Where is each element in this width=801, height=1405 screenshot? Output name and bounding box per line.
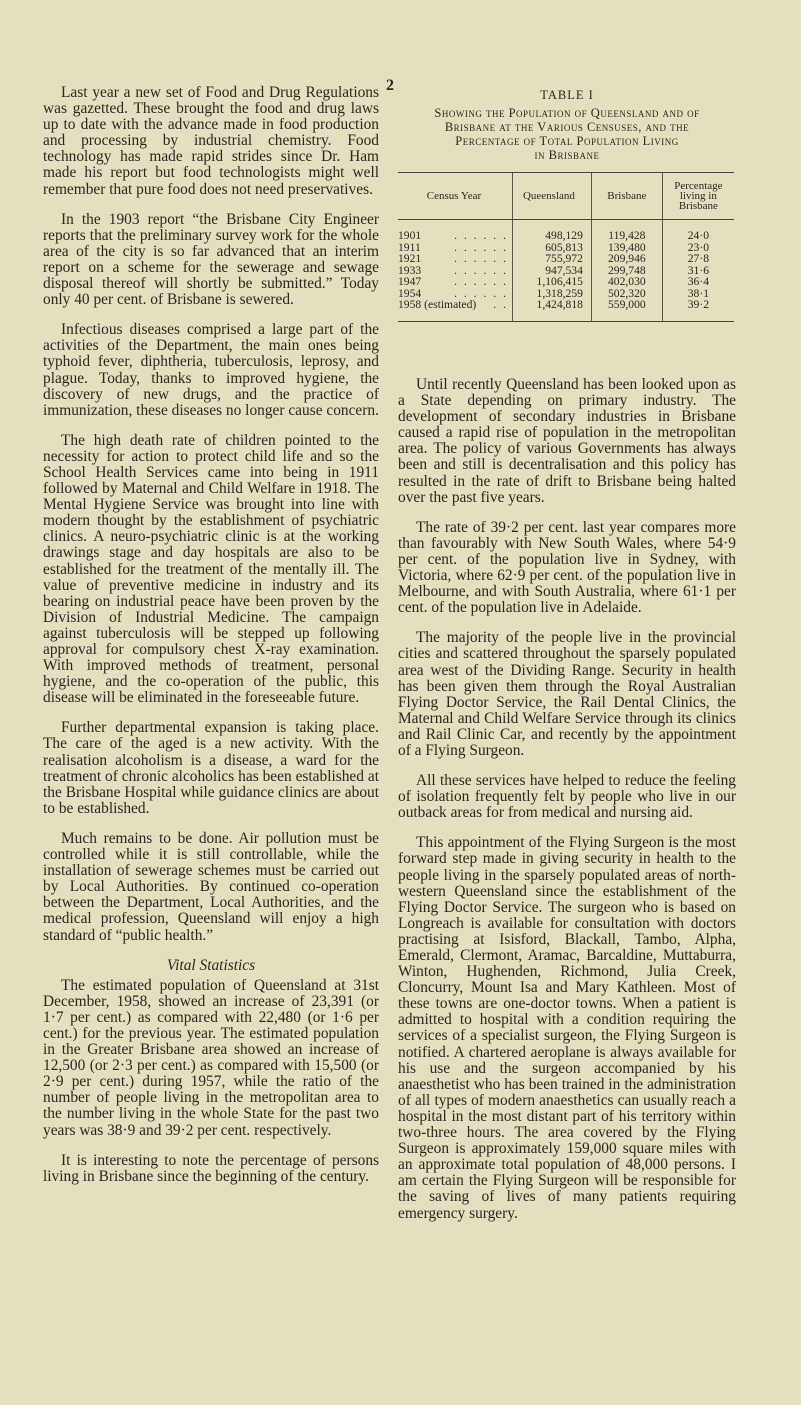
cell-percentage: 31·6 (662, 265, 734, 277)
table-header-row (398, 173, 734, 220)
cell-year: 1901 . . . . . . (398, 229, 508, 242)
paragraph-percentage-note: It is interesting to note the percentage of persons living in Brisbane since the beginning of the century. (43, 1151, 379, 1185)
paragraph-sewerage: In the 1903 report “the Brisbane City Engineer reports that the preliminary survey work for the whole area of the city is so far advanced that an interim report on a scheme for the sewerage and sewage disposal thereof will shortly be submitted.” Today only 40 per cent. of Brisbane is sewered. (43, 210, 379, 309)
cell-queensland: 1,106,415 (512, 276, 591, 288)
cell-brisbane: 299,748 (591, 265, 662, 277)
header-percentage: Percentage living in Brisbane (662, 173, 734, 220)
table-row (398, 253, 734, 265)
cell-year: 1947 . . . . . . (398, 275, 508, 288)
paragraph-infectious-diseases: Infectious diseases comprised a large part of the activities of the Department, the main ones being typhoid fever, diphtheria, tuberculosis, leprosy, and plague. Today, thanks to improved hygiene, the discovery of new drugs, and the practice of immunization, these diseases no longer cause concern. (43, 321, 379, 419)
cell-brisbane: 502,320 (591, 288, 662, 300)
cell-year: 1954 . . . . . . (398, 286, 508, 300)
paragraph-food-drug-regulations: Last year a new set of Food and Drug Regulations was gazetted. These brought the food and drug laws up to date with the advance made in food production and processing by industrial chemistry. Food technology has made rapid strides since Dr. Ham made his report but food technologists might well remember that pure food does not need preservatives. (43, 84, 379, 198)
cell-percentage: 24·0 (662, 220, 734, 242)
cell-brisbane: 209,946 (591, 253, 662, 265)
table-caption (398, 106, 736, 162)
paragraph-rate-comparison: The rate of 39·2 per cent. last year compares more than favourably with New South Wales, where 54·9 per cent. of the population live in Sydney, with Victoria, where 62·9 per cent. of the population live in Melbourne, and with South Australia, where 61·1 per cent. of the population live in Adelaide. (398, 518, 736, 617)
census-table (398, 172, 734, 322)
table-caption-line: Showing the Population of Queensland and of (434, 106, 700, 120)
paragraph-departmental-expansion: Further departmental expansion is taking place. The care of the aged is a new activity. With the realisation alcoholism is a disease, a ward for the treatment of chronic alcoholics has been established at the Brisbane Hospital while guidance clinics are about to be established. (43, 719, 379, 817)
cell-percentage: 27·8 (662, 253, 734, 265)
cell-year: 1933 . . . . . . (398, 263, 508, 277)
cell-queensland: 947,534 (512, 265, 591, 277)
right-column (398, 377, 736, 1236)
cell-queensland: 498,129 (512, 220, 591, 242)
paragraph-estimated-population: The estimated population of Queensland at 31st December, 1958, showed an increase of 23,391 (or 1·7 per cent.) as compared with 22,480 (or 1·6 per cent.) for the previous year. The estimated population in the Greater Brisbane area showed an increase of 12,500 (or 2·3 per cent.) as compared with 15,500 (or 2·9 per cent.) during 1957, while the ratio of the number of people living in the metropolitan area to the number living in the whole State for the past two years was 38·9 and 39·2 per cent. respectively. (43, 976, 379, 1139)
cell-percentage: 36·4 (662, 276, 734, 288)
table-caption-line: Brisbane at the Various Censuses, and the (444, 120, 690, 134)
table-title: TABLE I (540, 88, 594, 102)
header-queensland: Queensland (512, 173, 591, 220)
table-caption-line: Percentage of Total Population Living (455, 134, 679, 148)
paragraph-child-health: The high death rate of children pointed to the necessity for action to protect child life and so the School Health Services came into being in 1911 followed by Maternal and Child Welfare in 1918. The Mental Hygiene Service was brought into line with modern thought by the establishment of psychiatric clinics. A neuro-psychiatric clinic is at the working drawings stage and day hospitals are also to be established for the treatment of the mentally ill. The value of preventive medicine in industry and its bearing on industrial peace have been proven by the Division of Industrial Medicine. The campaign against tuberculosis will be stepped up following approval for compulsory chest X-ray examination. With improved methods of treatment, personal hygiene, and the co-operation of the public, this disease will be eliminated in the foreseeable future. (43, 431, 379, 707)
paragraph-isolation: All these services have helped to reduce the feeling of isolation frequently felt by people who live in our outback areas for from medical and nursing aid. (398, 772, 736, 822)
cell-year: 1911 . . . . . . (398, 240, 508, 254)
cell-queensland: 755,972 (512, 253, 591, 265)
cell-year: 1958 (estimated) . . (398, 299, 512, 321)
cell-brisbane: 139,480 (591, 242, 662, 254)
page-number: 2 (386, 77, 394, 94)
cell-queensland: 1,318,259 (512, 288, 591, 300)
paragraph-provincial-cities: The majority of the people live in the provincial cities and scattered throughout the sparsely populated area west of the Dividing Range. Security in health has been given them through the Royal Australian Flying Doctor Service, the Rail Dental Clinics, the Maternal and Child Welfare Service through its clinics and Rail Clinic Car, and recently by the appointment of a Flying Surgeon. (398, 629, 736, 759)
table-row (398, 299, 734, 321)
paragraph-flying-surgeon: This appointment of the Flying Surgeon is the most forward step made in giving security in health to the people living in the sparsely populated areas of north-western Queensland since the establishment of the Flying Doctor Service. The surgeon who is based on Longreach is available for consultation with doctors practising at Isisford, Blackall, Tambo, Alpha, Emerald, Clermont, Aramac, Barcaldine, Muttaburra, Winton, Hughenden, Richmond, Julia Creek, Cloncurry, Mount Isa and Mary Kathleen. Most of these towns are one-doctor towns. When a patient is admitted to hospital with a condition requiring the services of a specialist surgeon, the Flying Surgeon is notified. A chartered aeroplane is always available for his use and the surgeon accompanied by his anaesthetist who has been trained in the administration of all types of modern anaesthetics can usually reach a hospital in the most distant part of his territory within two-three hours. The area covered by the Flying Surgeon is approximately 159,000 square miles with an approximate total population of 48,000 persons. I am certain the Flying Surgeon will be responsible for the saving of lives of many patients requiring emergency surgery. (398, 834, 736, 1222)
cell-queensland: 605,813 (512, 242, 591, 254)
cell-percentage: 23·0 (662, 242, 734, 254)
header-brisbane: Brisbane (591, 173, 662, 220)
paragraph-much-remains: Much remains to be done. Air pollution must be controlled while it is still controllable, while the installation of sewerage schemes must be carried out by Local Authorities. By continued co-operation between the Department, Local Authorities, and the medical profession, Queensland will enjoy a high standard of “public health.” (43, 829, 379, 944)
paragraph-primary-industry: Until recently Queensland has been looked upon as a State depending on primary industry. The development of secondary industries in Brisbane caused a rapid rise of population in the metropolitan area. The policy of various Governments has always been and still is decentralisation and this policy has resulted in the rate of drift to Brisbane being halted over the past five years. (398, 376, 736, 506)
cell-brisbane: 559,000 (591, 299, 662, 321)
cell-brisbane: 119,428 (591, 220, 662, 242)
header-census-year: Census Year (398, 173, 512, 220)
table-caption-line: in Brisbane (534, 148, 600, 162)
cell-brisbane: 402,030 (591, 276, 662, 288)
section-heading-vital-statistics: Vital Statistics (166, 956, 256, 974)
cell-queensland: 1,424,818 (512, 299, 591, 321)
cell-percentage: 39·2 (662, 299, 734, 321)
table-row (398, 220, 734, 242)
left-column (43, 85, 379, 1199)
table-block (398, 86, 736, 322)
cell-percentage: 38·1 (662, 288, 734, 300)
cell-year: 1921 . . . . . . (398, 252, 508, 265)
table-row (398, 276, 734, 288)
